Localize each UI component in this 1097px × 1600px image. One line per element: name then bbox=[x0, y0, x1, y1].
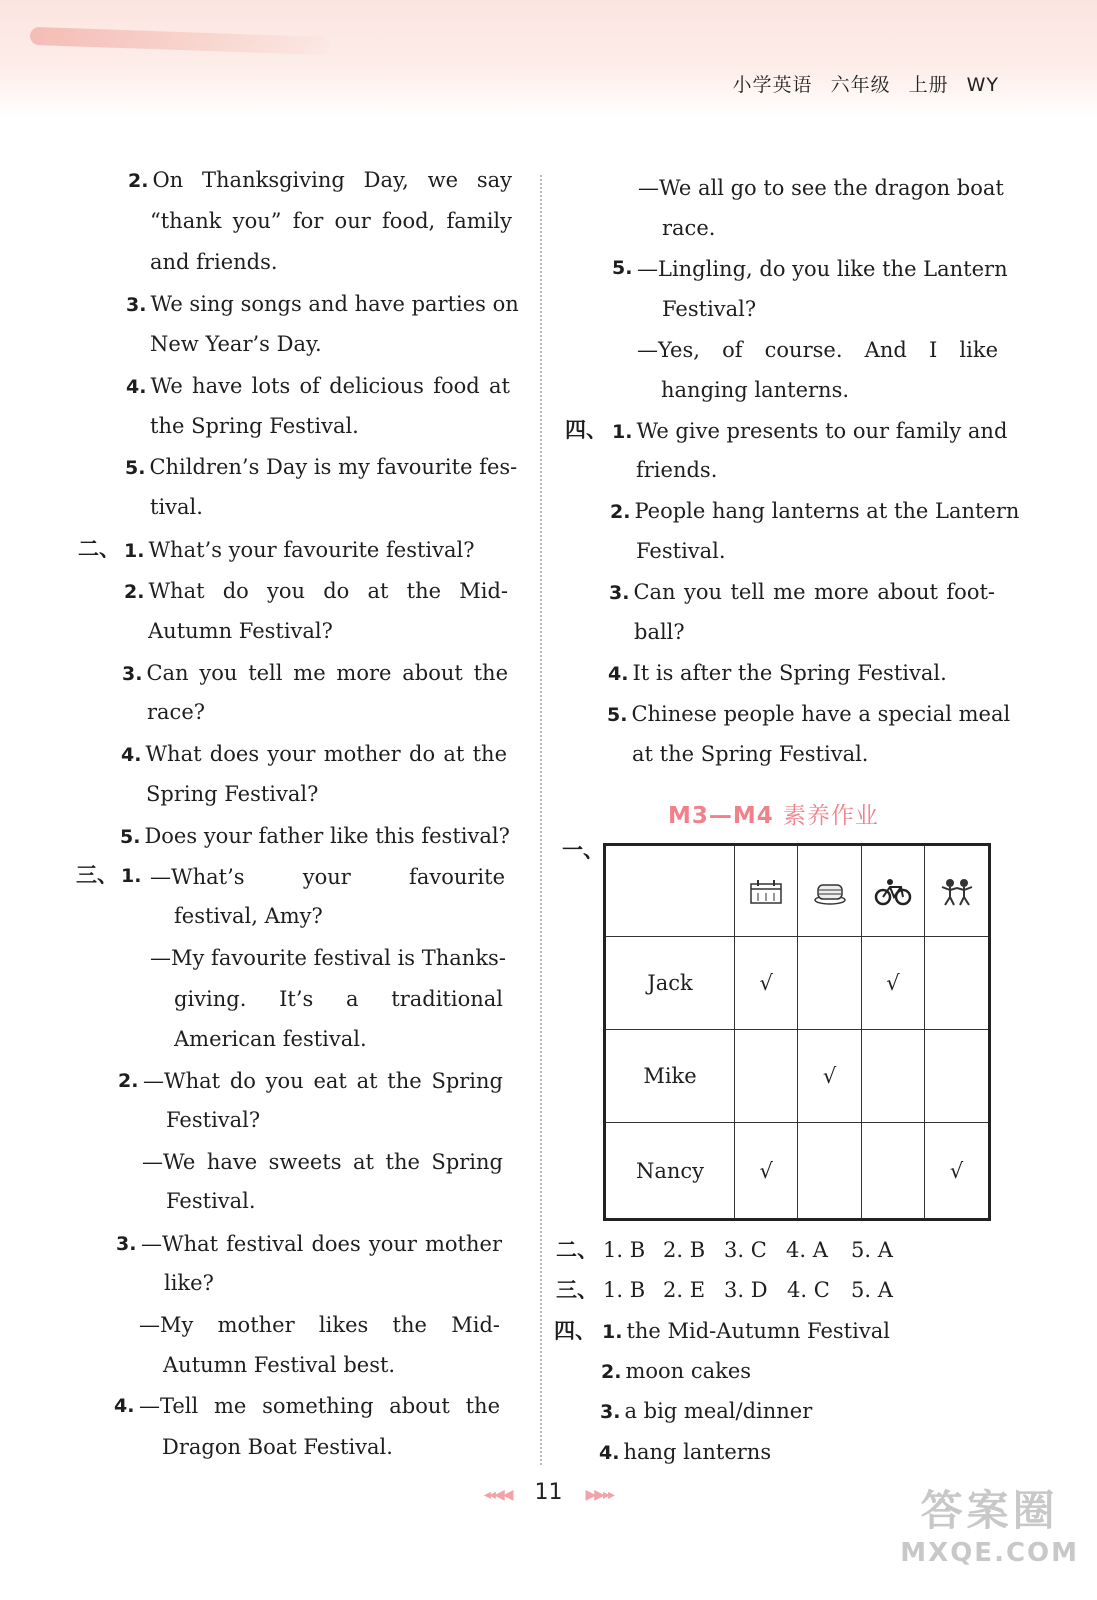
preference-table bbox=[603, 843, 991, 1221]
answer-line: ball? bbox=[634, 620, 685, 644]
answer-line: 3. a big meal/dinner bbox=[600, 1399, 813, 1423]
mark-cell: √ bbox=[735, 937, 798, 1030]
answer-line: and friends. bbox=[150, 250, 278, 274]
page-number: 11 bbox=[534, 1480, 563, 1505]
mark-cell: √ bbox=[925, 1123, 990, 1220]
answer-line: Festival? bbox=[662, 297, 757, 321]
student-name: Mike bbox=[605, 1030, 735, 1123]
answer-line: 3. bbox=[116, 1233, 137, 1255]
section-marker: 四、 bbox=[565, 418, 607, 442]
answer-line: 2. moon cakes bbox=[601, 1359, 752, 1383]
answer-line: 5. Children’s Day is my favourite fes- bbox=[125, 455, 518, 479]
section-marker: 三、 bbox=[76, 863, 118, 887]
answer-line: 4. hang lanterns bbox=[599, 1440, 772, 1464]
mark-cell bbox=[861, 1123, 924, 1220]
answer-line: “thank you” for our food, family bbox=[150, 209, 512, 233]
mark-cell: √ bbox=[798, 1030, 861, 1123]
answer-line: 3. We sing songs and have parties on bbox=[126, 292, 519, 316]
module-title: M3—M4 素养作业 bbox=[668, 803, 879, 829]
calendar-icon bbox=[735, 845, 798, 937]
answer-line: hanging lanterns. bbox=[661, 378, 850, 402]
answer-line: friends. bbox=[636, 458, 718, 482]
answer-line: —We have sweets at the Spring bbox=[142, 1150, 503, 1174]
answer-line: 4. We have lots of delicious food at bbox=[126, 374, 510, 398]
answer-line: like? bbox=[164, 1271, 214, 1295]
table-corner-cell bbox=[605, 845, 735, 937]
mark-cell: √ bbox=[735, 1123, 798, 1220]
answer-line: race? bbox=[147, 700, 206, 724]
answer-line: —We all go to see the dragon boat bbox=[638, 176, 1004, 200]
answer-line: the Spring Festival. bbox=[150, 414, 359, 438]
grade-label: 六年级 bbox=[830, 74, 891, 96]
student-name: Jack bbox=[605, 937, 735, 1030]
answer-row bbox=[603, 1276, 893, 1304]
answer-line: tival. bbox=[150, 495, 203, 519]
answer-line: 1. We give presents to our family and bbox=[612, 419, 1008, 443]
answer-row bbox=[603, 1236, 893, 1264]
table-header-row bbox=[605, 845, 990, 937]
mark-cell bbox=[861, 1030, 924, 1123]
answer-line: —My favourite festival is Thanks- bbox=[150, 946, 506, 970]
answer-line: Festival? bbox=[166, 1108, 261, 1132]
answer-line: New Year’s Day. bbox=[150, 332, 322, 356]
answer-item: 2. E bbox=[663, 1278, 706, 1302]
answer-line: 2. What do you do at the Mid- bbox=[124, 579, 508, 603]
answer-item: 3. C bbox=[724, 1238, 767, 1262]
answer-line: 2. On Thanksgiving Day, we say bbox=[128, 168, 512, 192]
answer-item: 5. A bbox=[851, 1238, 893, 1262]
answer-line: at the Spring Festival. bbox=[632, 742, 869, 766]
answer-line: 5. bbox=[612, 257, 633, 279]
answer-line: Festival. bbox=[166, 1189, 256, 1213]
header-band bbox=[0, 0, 1097, 118]
answer-line: 1. the Mid-Autumn Festival bbox=[602, 1319, 890, 1343]
answer-line: 2. People hang lanterns at the Lantern bbox=[610, 499, 1020, 523]
answer-line: Dragon Boat Festival. bbox=[162, 1435, 393, 1459]
answer-line: 4. bbox=[114, 1395, 135, 1417]
answer-line: —My mother likes the Mid- bbox=[139, 1313, 500, 1337]
answer-line: giving. It’s a traditional bbox=[174, 987, 503, 1011]
answer-line: 5. Does your father like this festival? bbox=[120, 824, 510, 848]
table-row bbox=[605, 1123, 990, 1220]
answer-line: Autumn Festival best. bbox=[163, 1353, 396, 1377]
answer-line: Festival. bbox=[636, 539, 726, 563]
student-name: Nancy bbox=[605, 1123, 735, 1220]
left-arrows-icon: ◂◂◀◀ bbox=[483, 1487, 512, 1503]
answer-line: —What’s your favourite bbox=[150, 865, 505, 889]
answer-item: 4. C bbox=[787, 1278, 830, 1302]
mark-cell bbox=[798, 937, 861, 1030]
table-row bbox=[605, 1030, 990, 1123]
answer-line: 2. bbox=[118, 1070, 139, 1092]
watermark-text: 答案圈 bbox=[920, 1486, 1059, 1535]
answer-line: 4. It is after the Spring Festival. bbox=[608, 661, 947, 685]
answer-item: 1. B bbox=[603, 1278, 646, 1302]
table-row bbox=[605, 937, 990, 1030]
answer-line: Autumn Festival? bbox=[148, 619, 333, 643]
answer-line: 4. What does your mother do at the bbox=[121, 742, 507, 766]
book-title bbox=[715, 70, 999, 97]
answer-line: —What do you eat at the Spring bbox=[143, 1069, 503, 1093]
answer-item: 2. B bbox=[663, 1238, 706, 1262]
answer-line: Spring Festival? bbox=[146, 782, 319, 806]
answer-line: American festival. bbox=[174, 1027, 367, 1051]
section-marker: 四、 bbox=[554, 1319, 596, 1343]
mark-cell bbox=[925, 937, 990, 1030]
answer-line: —Tell me something about the bbox=[139, 1394, 500, 1418]
right-arrows-icon: ▶▶▸▸ bbox=[585, 1487, 614, 1503]
mooncake-icon bbox=[798, 845, 861, 937]
answer-item: 4. A bbox=[786, 1238, 828, 1262]
answer-line: —Lingling, do you like the Lantern bbox=[637, 257, 1008, 281]
bicycle-icon bbox=[861, 845, 924, 937]
answer-line: 3. Can you tell me more about foot- bbox=[609, 580, 995, 604]
answer-line: 3. Can you tell me more about the bbox=[122, 661, 508, 685]
mark-cell bbox=[798, 1123, 861, 1220]
section-marker: 一、 bbox=[562, 838, 604, 862]
dancing-children-icon bbox=[925, 845, 990, 937]
answer-line: 5. Chinese people have a special meal bbox=[607, 702, 1011, 726]
section-marker: 三、 bbox=[556, 1278, 598, 1302]
answer-line: festival, Amy? bbox=[174, 904, 323, 928]
answer-line: —Yes, of course. And I like bbox=[637, 338, 998, 362]
mark-cell bbox=[735, 1030, 798, 1123]
mark-cell: √ bbox=[861, 937, 924, 1030]
column-divider bbox=[540, 175, 542, 1465]
mark-cell bbox=[925, 1030, 990, 1123]
section-marker: 二、 bbox=[556, 1238, 598, 1262]
section-marker: 二、 bbox=[78, 537, 120, 561]
answer-item: 1. B bbox=[603, 1238, 646, 1262]
answer-item: 3. D bbox=[724, 1278, 768, 1302]
answer-item: 5. A bbox=[851, 1278, 893, 1302]
answer-line: race. bbox=[662, 216, 716, 240]
subject-label: 小学英语 bbox=[732, 74, 813, 96]
answer-line: —What festival does your mother bbox=[141, 1232, 502, 1256]
edition-label: WY bbox=[966, 74, 999, 96]
watermark-url: MXQE.COM bbox=[900, 1538, 1079, 1568]
answer-line: 1. bbox=[121, 865, 142, 887]
answer-line: 1. What’s your favourite festival? bbox=[124, 538, 475, 562]
watermark-logo bbox=[900, 1478, 1079, 1568]
volume-label: 上册 bbox=[908, 74, 949, 96]
